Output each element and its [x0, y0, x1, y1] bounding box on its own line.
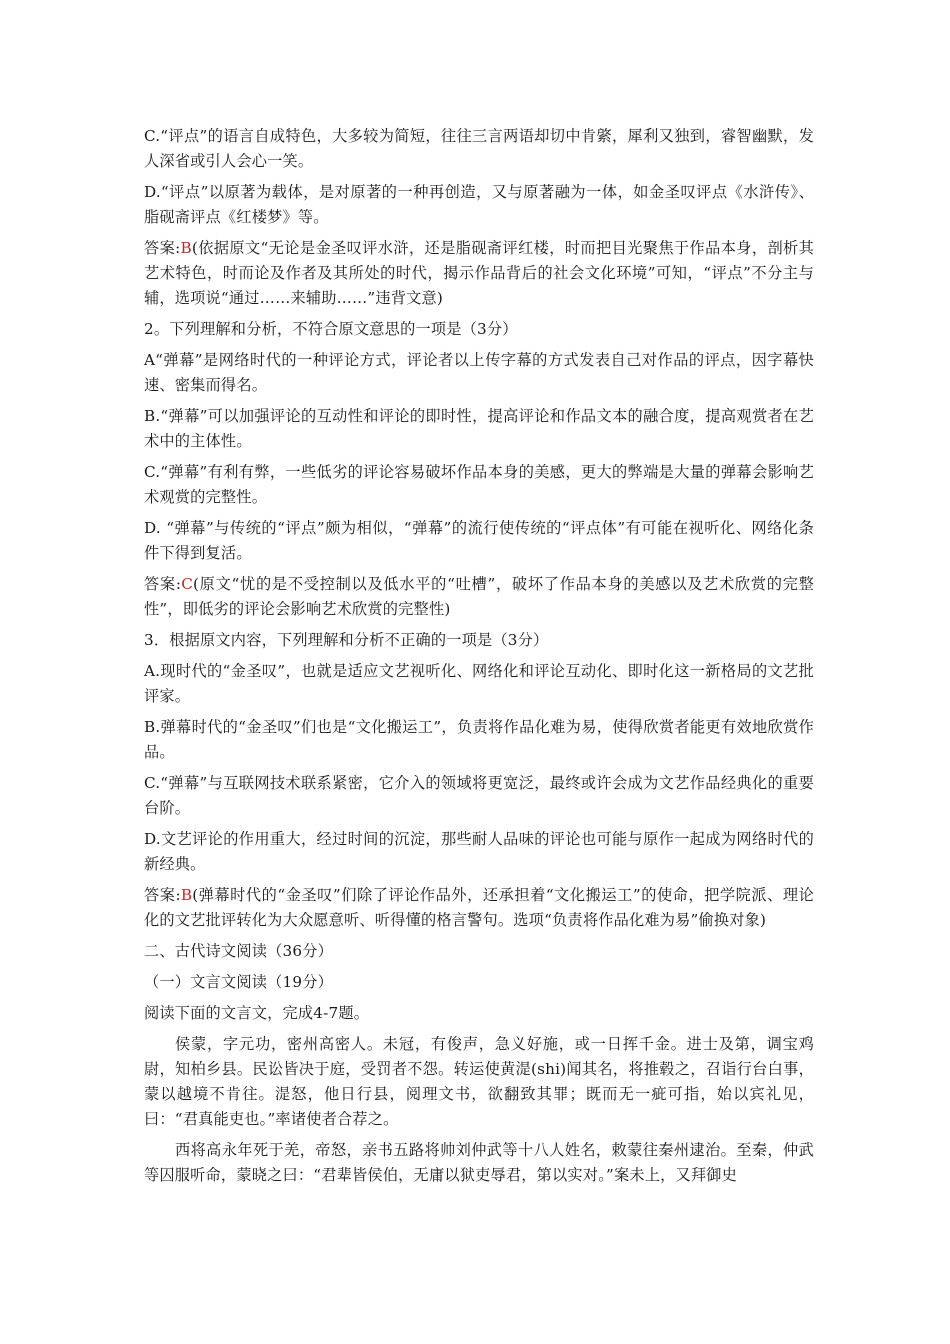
answer-label: 答案: — [144, 886, 181, 904]
body-paragraph: 西将高永年死于羌，帝怒，亲书五路将帅刘仲武等十八人姓名，敕蒙往秦州逮治。至秦，仲武等囚服听命，蒙晓之曰：“君辈皆侯伯，无庸以狱吏辱君，第以实对。”案未上，又拜御史 — [144, 1141, 814, 1184]
document-page — [144, 124, 814, 1194]
text-paragraph: C.“弹幕”有利有弊，一些低劣的评论容易破坏作品本身的美感，更大的弊端是大量的弹幕会影响艺术观赏的完整性。 — [144, 463, 814, 506]
answer-label: 答案: — [144, 239, 181, 257]
text-paragraph: A“弹幕”是网络时代的一种评论方式，评论者以上传字幕的方式发表自己对作品的评点，因字幕快速、密集而得名。 — [144, 351, 814, 394]
answer-label: 答案: — [144, 575, 182, 593]
text-paragraph: 2。下列理解和分析，不符合原文意思的一项是（3分） — [144, 320, 518, 338]
text-paragraph: C.“弹幕”与互联网技术联系紧密，它介入的领域将更宽泛，最终或许会成为文艺作品经典化的重要台阶。 — [144, 774, 814, 817]
answer-explanation: (依据原文“无论是金圣叹评水浒，还是脂砚斋评红楼，时而把目光聚焦于作品本身，剖析其艺术特色，时而论及作者及其所处的时代，揭示作品背后的社会文化环境”可知，“评点”不分主与辅，选项说“通过……来辅助……”违背文意) — [144, 239, 815, 307]
answer-paragraph — [144, 236, 814, 311]
text-paragraph: D. “弹幕”与传统的“评点”颇为相似，“弹幕”的流行使传统的“评点体”有可能在视听化、网络化条件下得到复活。 — [144, 519, 814, 562]
answer-paragraph — [144, 572, 814, 622]
answer-explanation: (原文“忧的是不受控制以及低水平的“吐槽”，破坏了作品本身的美感以及艺术欣赏的完整性”，即低劣的评论会影响艺术欣赏的完整性) — [144, 575, 815, 618]
text-paragraph: B.“弹幕”可以加强评论的互动性和评论的即时性，提高评论和作品文本的融合度，提高观赏者在艺术中的主体性。 — [144, 407, 814, 450]
text-paragraph: 阅读下面的文言文，完成4-7题。 — [144, 1004, 370, 1022]
body-paragraph: 侯蒙，字元功，密州高密人。未冠，有俊声，急义好施，或一日挥千金。进士及第，调宝鸡尉，知柏乡县。民讼皆决于庭，受罚者不怨。转运使黄湜(shi)闻其名，将推毂之，召诣行台白事，蒙以越境不肯往。湜怒，他日行县，阅理文书，欲翻致其罪；既而无一疵可指，始以宾礼见，曰：“君真能吏也。”率诸使者合荐之。 — [144, 1035, 814, 1128]
answer-explanation: (弹幕时代的“金圣叹”们除了评论作品外，还承担着“文化搬运工”的使命，把学院派、理论化的文艺批评转化为大众愿意听、听得懂的格言警句。选项“负责将作品化难为易”偷换对象) — [144, 886, 815, 929]
text-paragraph: （一）文言文阅读（19分） — [144, 973, 333, 991]
text-paragraph: C.“评点”的语言自成特色，大多较为简短，往往三言两语却切中肯綮，犀利又独到，睿智幽默，发人深省或引人会心一笑。 — [144, 127, 814, 170]
answer-key: B — [180, 886, 193, 904]
text-paragraph: D.文艺评论的作用重大，经过时间的沉淀，那些耐人品味的评论也可能与原作一起成为网络时代的新经典。 — [144, 830, 814, 873]
answer-key: B — [180, 239, 192, 257]
answer-paragraph — [144, 883, 814, 933]
text-paragraph: A.现时代的“金圣叹”，也就是适应文艺视听化、网络化和评论互动化、即时化这一新格局的文艺批评家。 — [144, 662, 814, 705]
text-paragraph: B.弹幕时代的“金圣叹”们也是“文化搬运工”，负责将作品化难为易，使得欣赏者能更有效地欣赏作品。 — [144, 718, 814, 761]
text-paragraph: D.“评点”以原著为载体，是对原著的一种再创造，又与原著融为一体，如金圣叹评点《水浒传》、脂砚斋评点《红楼梦》等。 — [144, 183, 814, 226]
text-paragraph: 二、古代诗文阅读（36分） — [144, 942, 333, 960]
text-paragraph: 3．根据原文内容，下列理解和分析不正确的一项是（3分） — [144, 631, 549, 649]
answer-key: C — [181, 575, 194, 593]
